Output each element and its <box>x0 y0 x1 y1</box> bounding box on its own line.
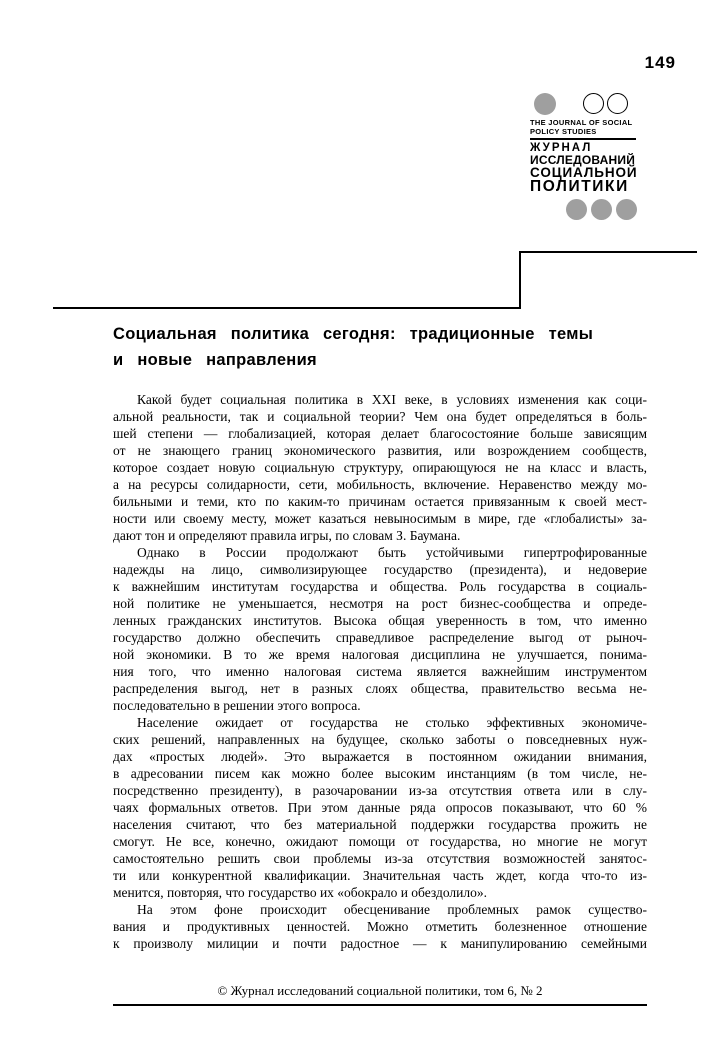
body-line: Однако в России продолжают быть устойчивыми гипертрофированные <box>137 545 647 560</box>
body-line: менится, повторяя, что государство их «обокрало и обездолило». <box>113 885 487 900</box>
article-title-line2: и новые направления <box>113 351 317 369</box>
body-line: распределения выгод, нет в разных слоях общества, правительство весьма не- <box>113 681 647 696</box>
logo-english-line2: POLICY STUDIES <box>530 126 597 136</box>
article-title-line1: Социальная политика сегодня: традиционные темы <box>113 325 594 343</box>
filled-circle-icon <box>566 199 587 220</box>
body-line: от не знающего границ экономического развития, или возрождением сообществ, <box>113 443 647 458</box>
body-line: ной экономики. В то же время налоговая дисциплина не улучшается, понима- <box>113 647 647 662</box>
body-line: надежды на лицо, символизирующее государство (президента), и недоверие <box>113 562 647 577</box>
filled-circle-icon <box>616 199 637 220</box>
body-line: дах «простых людей». Это выражается в постоянном ожидании внимания, <box>113 749 647 764</box>
logo-dots-top <box>530 92 642 115</box>
article-body <box>113 391 647 952</box>
logo-russian-line2: ИССЛЕДОВАНИЙ <box>530 153 636 167</box>
body-line: последовательно в решении этого вопроса. <box>113 698 361 713</box>
body-line: ти или конкурентной квалификации. Значительная часть ждет, когда что-то из- <box>113 868 647 883</box>
body-line: чаях формальных ответов. При этом данные ряда опросов показывают, что 60 % <box>113 800 647 815</box>
article-title <box>113 321 653 373</box>
filled-circle-icon <box>591 199 612 220</box>
body-line: Население ожидает от государства не столько эффективных экономиче- <box>137 715 647 730</box>
body-line: смогут. Не все, конечно, ожидают помощи от государства, но многие не могут <box>113 834 647 849</box>
body-line: а на ресурсы солидарности, сети, мобильность, включение. Неравенство между мо- <box>113 477 647 492</box>
outline-circle-icon <box>583 93 604 114</box>
page-number: 149 <box>644 53 676 72</box>
body-line: шей степени — глобализацией, которая делает благосостояние больше зависящим <box>113 426 647 441</box>
step-rule-vertical <box>519 251 521 309</box>
body-line: Какой будет социальная политика в XXI веке, в условиях изменения как соци- <box>137 392 647 407</box>
logo-english-line1: THE JOURNAL OF SOCIAL <box>530 118 633 127</box>
body-line: государство должно обеспечить справедливое распределение выгод от рыноч- <box>113 630 647 645</box>
body-line: самостоятельно решить свои проблемы из-за отсутствия возможностей занятос- <box>113 851 647 866</box>
footer-copyright: © Журнал исследований социальной политики, том 6, № 2 <box>217 983 543 998</box>
body-line: которое создает новую социальную структуру, опирающуюся не на класс и власть, <box>113 460 647 475</box>
journal-logo <box>530 92 642 220</box>
body-line: На этом фоне происходит обесценивание проблемных рамок существо- <box>137 902 647 917</box>
body-line: ских решений, направленных на будущее, сколько заботы о повседневных нуж- <box>113 732 647 747</box>
body-line: ленных гражданских институтов. Высока общая уверенность в том, что именно <box>113 613 647 628</box>
filled-circle-icon <box>534 93 556 115</box>
outline-circle-icon <box>607 93 628 114</box>
body-line: в адресовании писем как можно более высоким инстанциям (в том числе, не- <box>113 766 647 781</box>
footer-rule <box>113 1004 647 1006</box>
logo-english-title <box>530 119 642 136</box>
body-line: населения считают, что без материальной поддержки государства прожить не <box>113 817 647 832</box>
body-line: посредственно президенту), в разочаровании из-за отсутствия ответа или в слу- <box>113 783 647 798</box>
step-rule-upper <box>519 251 697 253</box>
logo-russian-line3: СОЦИАЛЬНОЙ <box>530 165 638 180</box>
body-line: ной политике не уменьшается, несмотря на рост бизнес-сообщества и опреде- <box>113 596 647 611</box>
body-line: бильными и теми, кто по каким-то причинам остается привязанным к своей мест- <box>113 494 647 509</box>
body-line: вания и продуктивных ценностей. Можно отметить болезненное отношение <box>113 919 647 934</box>
body-line: альной реальности, так и социальной теории? Чем она будет определяться в боль- <box>113 409 647 424</box>
body-line: ности или своему месту, может казаться невыносимым в мире, где «глобалисты» за- <box>113 511 647 526</box>
logo-russian-title <box>530 143 642 194</box>
logo-divider <box>530 138 636 140</box>
body-line: дают тон и определяют правила игры, по словам З. Баумана. <box>113 528 461 543</box>
logo-russian-line1: ЖУРНАЛ <box>530 142 593 154</box>
body-line: к важнейшим институтам государства и общества. Роль государства в социаль- <box>113 579 647 594</box>
body-line: к произволу милиции и почти радостное — к манипулированию семейными <box>113 936 647 951</box>
logo-russian-line4: ПОЛИТИКИ <box>530 178 629 195</box>
logo-dots-bottom <box>530 199 642 220</box>
step-rule-lower <box>53 307 521 309</box>
body-line: ния того, что именно налоговая система является важнейшим инструментом <box>113 664 647 679</box>
